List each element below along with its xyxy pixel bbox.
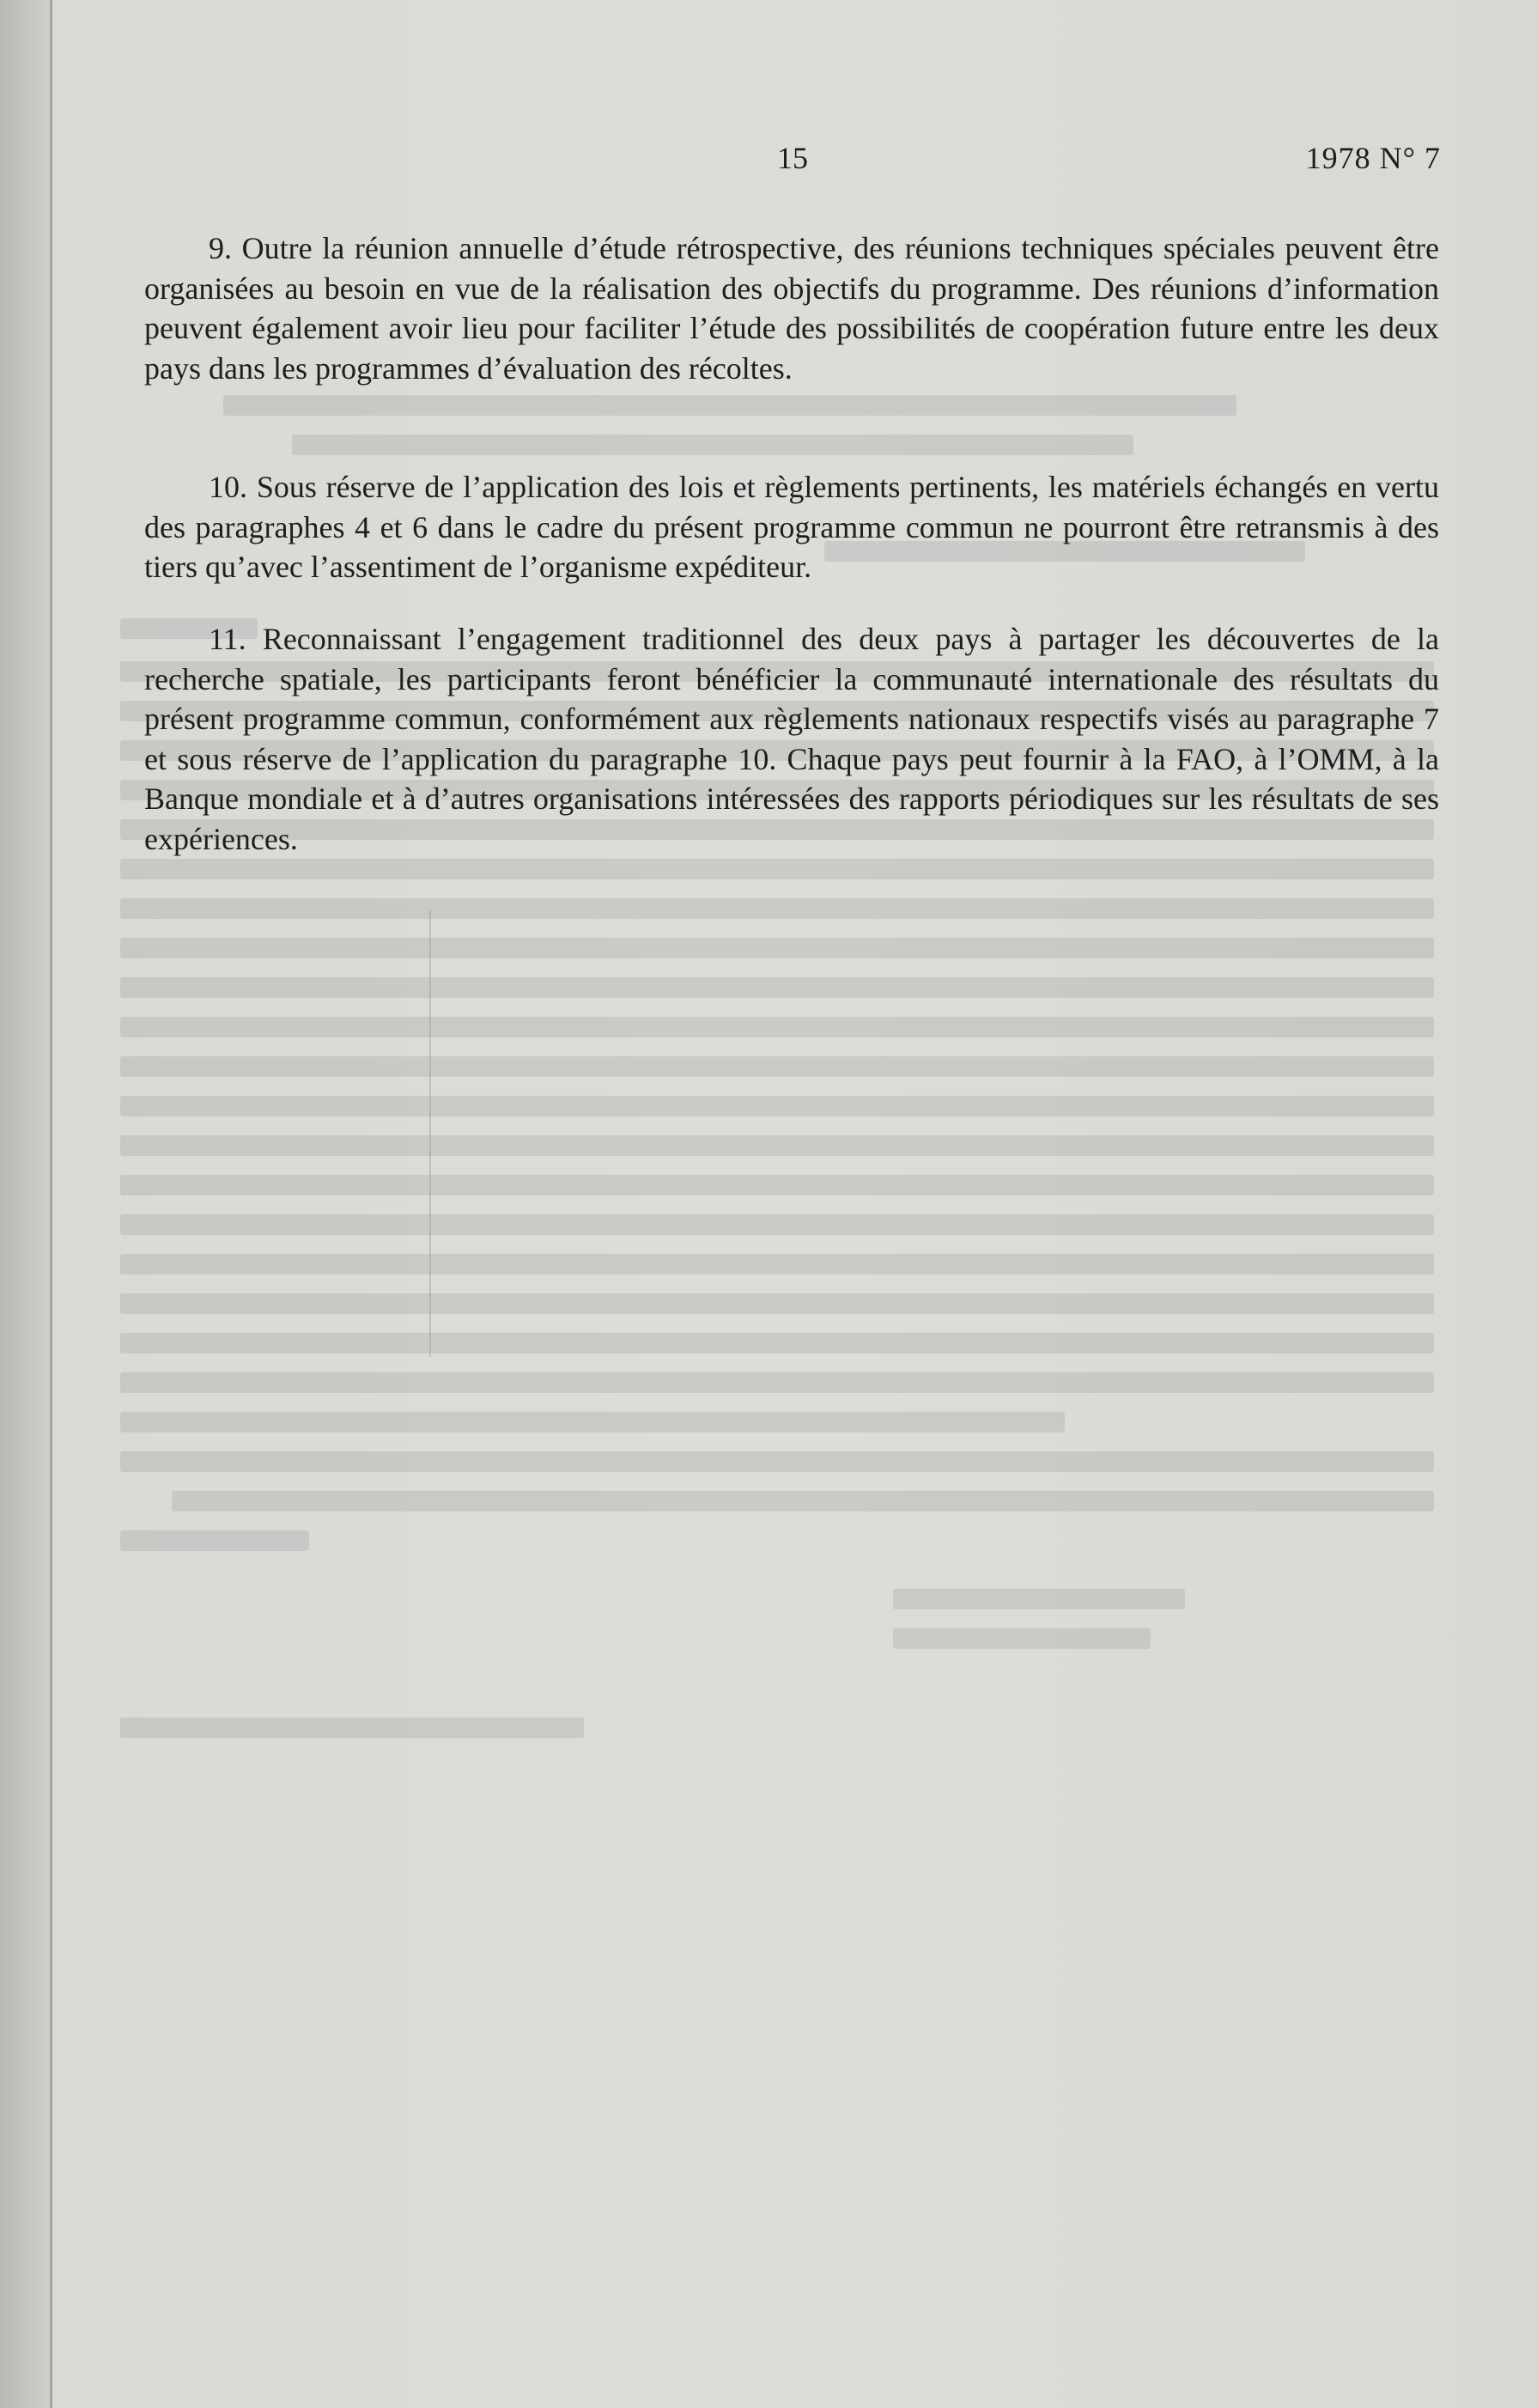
binding-edge-line	[50, 0, 52, 2408]
page-header	[0, 140, 1537, 183]
binding-shadow	[0, 0, 50, 2408]
paragraph-10: 10. Sous réserve de l’application des lois et règlements pertinents, les matériels échangés en vertu des paragraphes 4 et 6 dans le cadre du présent programme commun ne pourront être retransmis à des tiers qu’avec l’assentiment de l’organisme expéditeur.	[144, 470, 1439, 584]
paragraph-9: 9. Outre la réunion annuelle d’étude rétrospective, des réunions techniques spéciales peuvent être organisées au besoin en vue de la réalisation des objectifs du programme. Des réunions d’information peuvent également avoir lieu pour faciliter l’étude des possibilités de coopération future entre les deux pays dans les programmes d’évaluation des récoltes.	[144, 231, 1439, 386]
bleed-through-rule	[429, 910, 431, 1357]
paragraph-11: 11. Reconnaissant l’engagement traditionnel des deux pays à partager les découvertes de la recherche spatiale, les participants feront bénéficier la communauté internationale des résultats du présent programme commun, conformément aux règlements nationaux respectifs visés au paragraphe 7 et sous réserve de l’application du paragraphe 10. Chaque pays peut fournir à la FAO, à l’OMM, à la Banque mondiale et à d’autres organisations intéressées des rapports périodiques sur les résultats de ses expériences.	[144, 622, 1439, 856]
page-number: 15	[777, 141, 808, 175]
treaty-series-number: 1978 N° 7	[1305, 141, 1441, 175]
